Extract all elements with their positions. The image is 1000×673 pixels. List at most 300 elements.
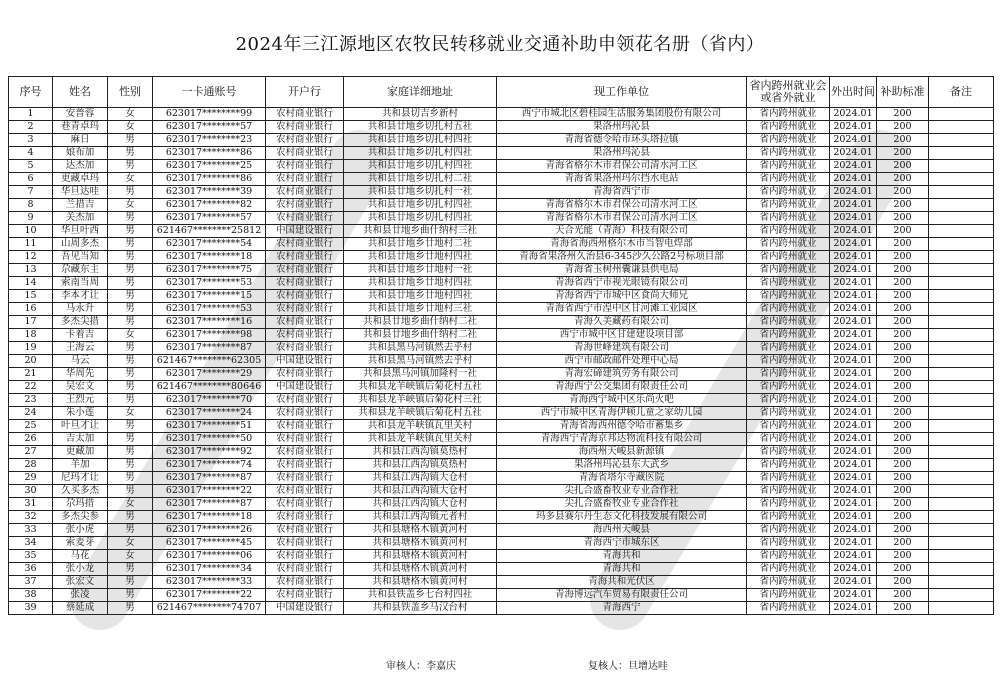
table-row — [9, 368, 994, 381]
cell-bank: 农村商业银行 — [266, 173, 344, 186]
cell-seq: 20 — [9, 355, 53, 368]
cell-subsidy: 200 — [877, 394, 929, 407]
cell-remarks — [929, 394, 994, 407]
cell-departure-time: 2024.01 — [830, 537, 877, 550]
cell-departure-time: 2024.01 — [830, 147, 877, 160]
cell-employment-type: 省内跨州就业 — [747, 485, 830, 498]
cell-address: 共和县廿地乡切扎村四社 — [344, 199, 497, 212]
cell-name: 王海云 — [53, 342, 108, 355]
cell-employment-type: 省内跨州就业 — [747, 121, 830, 134]
cell-gender: 女 — [108, 199, 153, 212]
table-row — [9, 329, 994, 342]
cell-subsidy: 200 — [877, 537, 929, 550]
cell-address: 共和县铁盖乡七台村四社 — [344, 589, 497, 602]
cell-remarks — [929, 537, 994, 550]
cell-employment-type: 省内跨州就业 — [747, 251, 830, 264]
cell-departure-time: 2024.01 — [830, 511, 877, 524]
cell-subsidy: 200 — [877, 524, 929, 537]
cell-seq: 1 — [9, 108, 53, 121]
header-account: 一卡通账号 — [153, 77, 266, 108]
cell-seq: 18 — [9, 329, 53, 342]
cell-remarks — [929, 212, 994, 225]
cell-workplace: 果洛州玛沁县东大武乡 — [497, 459, 747, 472]
table-row — [9, 121, 994, 134]
cell-employment-type: 省内跨州就业 — [747, 511, 830, 524]
cell-address: 共和县塘格木镇黄河村 — [344, 524, 497, 537]
cell-name: 叶旦才让 — [53, 420, 108, 433]
cell-gender: 男 — [108, 446, 153, 459]
cell-employment-type: 省内跨州就业 — [747, 238, 830, 251]
cell-workplace: 尖扎合盛畜牧业专业合作社 — [497, 498, 747, 511]
cell-gender: 男 — [108, 277, 153, 290]
cell-bank: 农村商业银行 — [266, 498, 344, 511]
table-row — [9, 186, 994, 199]
cell-seq: 10 — [9, 225, 53, 238]
cell-employment-type: 省内跨州就业 — [747, 524, 830, 537]
cell-account: 623017********86 — [153, 173, 266, 186]
cell-account: 623017********87 — [153, 472, 266, 485]
cell-bank: 农村商业银行 — [266, 407, 344, 420]
cell-bank: 农村商业银行 — [266, 186, 344, 199]
cell-address: 共和县廿地乡切扎村五社 — [344, 121, 497, 134]
cell-bank: 中国建设银行 — [266, 225, 344, 238]
cell-subsidy: 200 — [877, 329, 929, 342]
cell-name: 李本才让 — [53, 290, 108, 303]
cell-gender: 男 — [108, 316, 153, 329]
cell-seq: 35 — [9, 550, 53, 563]
cell-subsidy: 200 — [877, 472, 929, 485]
cell-workplace: 青海西宁城中区乐尚火吧 — [497, 394, 747, 407]
header-workplace: 现工作单位 — [497, 77, 747, 108]
cell-subsidy: 200 — [877, 576, 929, 589]
cell-subsidy: 200 — [877, 485, 929, 498]
cell-workplace: 青海省海西州德令哈市蓄集乡 — [497, 420, 747, 433]
cell-subsidy: 200 — [877, 355, 929, 368]
cell-address: 共和县龙羊峡镇瓦里关村 — [344, 420, 497, 433]
cell-workplace: 青海省西宁市城中区食尚大师兄 — [497, 290, 747, 303]
header-gender: 性别 — [108, 77, 153, 108]
cell-employment-type: 省内跨州就业 — [747, 173, 830, 186]
table-row — [9, 277, 994, 290]
cell-seq: 24 — [9, 407, 53, 420]
cell-address: 共和县江西沟镇元者村 — [344, 511, 497, 524]
cell-employment-type: 省内跨州就业 — [747, 225, 830, 238]
cell-remarks — [929, 589, 994, 602]
cell-subsidy: 200 — [877, 420, 929, 433]
cell-gender: 男 — [108, 485, 153, 498]
cell-name: 吉太加 — [53, 433, 108, 446]
cell-address: 共和县塘格木镇黄河村 — [344, 537, 497, 550]
cell-seq: 23 — [9, 394, 53, 407]
cell-departure-time: 2024.01 — [830, 225, 877, 238]
cell-account: 623017********50 — [153, 433, 266, 446]
table-row — [9, 264, 994, 277]
cell-departure-time: 2024.01 — [830, 550, 877, 563]
cell-name: 更藏加 — [53, 446, 108, 459]
cell-employment-type: 省内跨州就业 — [747, 199, 830, 212]
table-row — [9, 537, 994, 550]
table-row — [9, 238, 994, 251]
cell-address: 共和县塘格木镇黄河村 — [344, 563, 497, 576]
cell-workplace: 果洛州玛沁县 — [497, 147, 747, 160]
table-row — [9, 563, 994, 576]
cell-account: 621467********74707 — [153, 602, 266, 615]
cell-employment-type: 省内跨州就业 — [747, 264, 830, 277]
cell-name: 兰措吉 — [53, 199, 108, 212]
cell-address: 共和县龙羊峡镇后菊花村五社 — [344, 407, 497, 420]
header-address: 家庭详细地址 — [344, 77, 497, 108]
cell-gender: 男 — [108, 160, 153, 173]
cell-gender: 男 — [108, 563, 153, 576]
cell-gender: 男 — [108, 225, 153, 238]
cell-gender: 男 — [108, 264, 153, 277]
cell-account: 623017********06 — [153, 550, 266, 563]
cell-workplace: 青海久美藏药有限公司 — [497, 316, 747, 329]
cell-gender: 女 — [108, 407, 153, 420]
cell-bank: 农村商业银行 — [266, 238, 344, 251]
cell-name: 张宏文 — [53, 576, 108, 589]
table-row — [9, 355, 994, 368]
cell-workplace: 西宁市邮政邮件处理中心局 — [497, 355, 747, 368]
header-departure-time: 外出时间 — [830, 77, 877, 108]
cell-name: 吾见当知 — [53, 251, 108, 264]
cell-workplace: 青海省西宁市湟中区甘河滩工业园区 — [497, 303, 747, 316]
cell-workplace: 青海省西宁市视光眼镜有限公司 — [497, 277, 747, 290]
cell-account: 623017********98 — [153, 329, 266, 342]
cell-bank: 农村商业银行 — [266, 277, 344, 290]
cell-account: 623017********34 — [153, 563, 266, 576]
cell-departure-time: 2024.01 — [830, 602, 877, 615]
cell-gender: 女 — [108, 550, 153, 563]
cell-account: 623017********51 — [153, 420, 266, 433]
cell-remarks — [929, 433, 994, 446]
cell-employment-type: 省内跨州就业 — [747, 160, 830, 173]
cell-bank: 农村商业银行 — [266, 459, 344, 472]
cell-seq: 3 — [9, 134, 53, 147]
cell-subsidy: 200 — [877, 186, 929, 199]
table-row — [9, 251, 994, 264]
cell-gender: 女 — [108, 329, 153, 342]
cell-seq: 9 — [9, 212, 53, 225]
roster-table — [8, 76, 994, 615]
cell-workplace: 青海世峰建筑有限公司 — [497, 342, 747, 355]
cell-address: 共和县黑马河镇加隆村一社 — [344, 368, 497, 381]
cell-account: 623017********39 — [153, 186, 266, 199]
cell-bank: 农村商业银行 — [266, 264, 344, 277]
cell-address: 共和县廿地乡廿地村三社 — [344, 303, 497, 316]
cell-gender: 男 — [108, 238, 153, 251]
table-row — [9, 303, 994, 316]
cell-seq: 14 — [9, 277, 53, 290]
cell-gender: 男 — [108, 381, 153, 394]
cell-name: 华旦达哇 — [53, 186, 108, 199]
cell-departure-time: 2024.01 — [830, 355, 877, 368]
cell-workplace: 果洛州玛沁县 — [497, 121, 747, 134]
cell-bank: 中国建设银行 — [266, 355, 344, 368]
cell-name: 索南当周 — [53, 277, 108, 290]
cell-departure-time: 2024.01 — [830, 108, 877, 121]
cell-gender: 男 — [108, 589, 153, 602]
cell-workplace: 青海宏碲建筑劳务有限公司 — [497, 368, 747, 381]
cell-employment-type: 省内跨州就业 — [747, 537, 830, 550]
cell-account: 623017********92 — [153, 446, 266, 459]
cell-bank: 农村商业银行 — [266, 134, 344, 147]
cell-workplace: 海西州天峻县 — [497, 524, 747, 537]
table-row — [9, 524, 994, 537]
cell-remarks — [929, 342, 994, 355]
cell-account: 623017********26 — [153, 524, 266, 537]
cell-employment-type: 省内跨州就业 — [747, 212, 830, 225]
header-subsidy: 补助标准 — [877, 77, 929, 108]
roster-body — [9, 108, 994, 615]
cell-subsidy: 200 — [877, 173, 929, 186]
table-row — [9, 394, 994, 407]
cell-bank: 农村商业银行 — [266, 329, 344, 342]
cell-employment-type: 省内跨州就业 — [747, 446, 830, 459]
cell-subsidy: 200 — [877, 550, 929, 563]
cell-address: 共和县龙羊峡镇后菊花村五社 — [344, 381, 497, 394]
cell-name: 达杰加 — [53, 160, 108, 173]
cell-subsidy: 200 — [877, 316, 929, 329]
cell-gender: 男 — [108, 251, 153, 264]
cell-remarks — [929, 472, 994, 485]
cell-account: 623017********99 — [153, 108, 266, 121]
cell-subsidy: 200 — [877, 251, 929, 264]
table-row — [9, 407, 994, 420]
cell-departure-time: 2024.01 — [830, 420, 877, 433]
cell-account: 623017********87 — [153, 498, 266, 511]
cell-name: 华周先 — [53, 368, 108, 381]
table-row — [9, 199, 994, 212]
cell-departure-time: 2024.01 — [830, 394, 877, 407]
cell-bank: 农村商业银行 — [266, 368, 344, 381]
cell-name: 朱小莲 — [53, 407, 108, 420]
cell-account: 623017********23 — [153, 134, 266, 147]
cell-employment-type: 省内跨州就业 — [747, 108, 830, 121]
cell-gender: 男 — [108, 472, 153, 485]
cell-workplace: 青海省德令哈市环头塔拉镇 — [497, 134, 747, 147]
cell-departure-time: 2024.01 — [830, 238, 877, 251]
cell-subsidy: 200 — [877, 264, 929, 277]
cell-address: 共和县龙羊峡镇瓦里关村 — [344, 433, 497, 446]
cell-workplace: 西宁市城中区青海伊顿儿童之家幼儿园 — [497, 407, 747, 420]
cell-gender: 男 — [108, 394, 153, 407]
cell-employment-type: 省内跨州就业 — [747, 433, 830, 446]
cell-bank: 农村商业银行 — [266, 290, 344, 303]
cell-name: 张小龙 — [53, 563, 108, 576]
page-title: 2024年三江源地区农牧民转移就业交通补助申领花名册（省内） — [235, 34, 765, 55]
cell-bank: 农村商业银行 — [266, 251, 344, 264]
cell-departure-time: 2024.01 — [830, 134, 877, 147]
cell-subsidy: 200 — [877, 459, 929, 472]
cell-name: 张凌 — [53, 589, 108, 602]
cell-workplace: 青海省塔尔寺藏医院 — [497, 472, 747, 485]
cell-workplace: 青海西宁青海京邦达物流科技有限公司 — [497, 433, 747, 446]
cell-name: 多杰尖参 — [53, 511, 108, 524]
cell-employment-type: 省内跨州就业 — [747, 589, 830, 602]
table-row — [9, 589, 994, 602]
cell-remarks — [929, 251, 994, 264]
header-remarks: 备注 — [929, 77, 994, 108]
cell-employment-type: 省内跨州就业 — [747, 277, 830, 290]
cell-workplace: 青海省果洛州玛尔挡水电站 — [497, 173, 747, 186]
cell-remarks — [929, 498, 994, 511]
cell-name: 华旦叶西 — [53, 225, 108, 238]
cell-bank: 农村商业银行 — [266, 446, 344, 459]
cell-departure-time: 2024.01 — [830, 186, 877, 199]
cell-remarks — [929, 576, 994, 589]
cell-departure-time: 2024.01 — [830, 303, 877, 316]
cell-seq: 28 — [9, 459, 53, 472]
cell-subsidy: 200 — [877, 433, 929, 446]
cell-address: 共和县廿地乡切扎村四社 — [344, 147, 497, 160]
cell-gender: 女 — [108, 173, 153, 186]
cell-seq: 22 — [9, 381, 53, 394]
cell-bank: 农村商业银行 — [266, 160, 344, 173]
cell-employment-type: 省内跨州就业 — [747, 576, 830, 589]
cell-departure-time: 2024.01 — [830, 446, 877, 459]
cell-employment-type: 省内跨州就业 — [747, 329, 830, 342]
table-row — [9, 342, 994, 355]
cell-seq: 2 — [9, 121, 53, 134]
cell-name: 山周多杰 — [53, 238, 108, 251]
cell-departure-time: 2024.01 — [830, 498, 877, 511]
cell-seq: 32 — [9, 511, 53, 524]
table-row — [9, 212, 994, 225]
cell-departure-time: 2024.01 — [830, 459, 877, 472]
cell-account: 623017********24 — [153, 407, 266, 420]
cell-name: 卡着吉 — [53, 329, 108, 342]
cell-subsidy: 200 — [877, 277, 929, 290]
table-row — [9, 108, 994, 121]
cell-remarks — [929, 173, 994, 186]
cell-remarks — [929, 303, 994, 316]
cell-remarks — [929, 160, 994, 173]
cell-subsidy: 200 — [877, 602, 929, 615]
cell-name: 马云 — [53, 355, 108, 368]
cell-subsidy: 200 — [877, 147, 929, 160]
cell-address: 共和县廿地乡廿地村四社 — [344, 251, 497, 264]
cell-remarks — [929, 355, 994, 368]
cell-gender: 男 — [108, 420, 153, 433]
header-row — [9, 77, 994, 108]
cell-bank: 农村商业银行 — [266, 420, 344, 433]
cell-address: 共和县切吉乡新村 — [344, 108, 497, 121]
cell-seq: 8 — [9, 199, 53, 212]
cell-bank: 农村商业银行 — [266, 433, 344, 446]
cell-gender: 男 — [108, 511, 153, 524]
cell-departure-time: 2024.01 — [830, 316, 877, 329]
cell-seq: 21 — [9, 368, 53, 381]
cell-seq: 38 — [9, 589, 53, 602]
cell-address: 共和县江西沟镇大仓村 — [344, 472, 497, 485]
cell-workplace: 青海博远汽车贸易有限责任公司 — [497, 589, 747, 602]
cell-departure-time: 2024.01 — [830, 251, 877, 264]
cell-bank: 农村商业银行 — [266, 472, 344, 485]
cell-subsidy: 200 — [877, 290, 929, 303]
cell-address: 共和县廿地乡切扎村四社 — [344, 212, 497, 225]
cell-departure-time: 2024.01 — [830, 407, 877, 420]
cell-address: 共和县塘格木镇黄河村 — [344, 576, 497, 589]
cell-remarks — [929, 420, 994, 433]
cell-workplace: 青海省玉树州囊谦县供电局 — [497, 264, 747, 277]
cell-subsidy: 200 — [877, 563, 929, 576]
cell-bank: 农村商业银行 — [266, 121, 344, 134]
cell-account: 623017********57 — [153, 212, 266, 225]
cell-bank: 农村商业银行 — [266, 303, 344, 316]
cell-gender: 男 — [108, 459, 153, 472]
cell-departure-time: 2024.01 — [830, 576, 877, 589]
cell-address: 共和县廿地乡廿地村二社 — [344, 238, 497, 251]
cell-remarks — [929, 511, 994, 524]
cell-bank: 中国建设银行 — [266, 381, 344, 394]
cell-subsidy: 200 — [877, 238, 929, 251]
cell-workplace: 青海省西宁市 — [497, 186, 747, 199]
cell-departure-time: 2024.01 — [830, 173, 877, 186]
cell-bank: 农村商业银行 — [266, 342, 344, 355]
reviewer-label: 审核人：李嘉庆 — [386, 661, 456, 672]
cell-workplace: 青海省海西州格尔木市当智电焊部 — [497, 238, 747, 251]
cell-name: 巷青卓玛 — [53, 121, 108, 134]
cell-account: 623017********53 — [153, 303, 266, 316]
cell-account: 623017********87 — [153, 342, 266, 355]
cell-name: 安普蓉 — [53, 108, 108, 121]
cell-gender: 男 — [108, 576, 153, 589]
cell-account: 623017********45 — [153, 537, 266, 550]
cell-remarks — [929, 290, 994, 303]
cell-address: 共和县江西沟镇莫热村 — [344, 459, 497, 472]
cell-remarks — [929, 147, 994, 160]
header-seq: 序号 — [9, 77, 53, 108]
cell-address: 共和县廿地乡曲什纳村二社 — [344, 329, 497, 342]
cell-name: 索麦芽 — [53, 537, 108, 550]
cell-address: 共和县江西沟镇大仓村 — [344, 485, 497, 498]
cell-address: 共和县塘格木镇黄河村 — [344, 550, 497, 563]
cell-bank: 农村商业银行 — [266, 563, 344, 576]
cell-subsidy: 200 — [877, 342, 929, 355]
cell-address: 共和县廿地乡切扎村一社 — [344, 186, 497, 199]
cell-departure-time: 2024.01 — [830, 121, 877, 134]
cell-subsidy: 200 — [877, 446, 929, 459]
table-row — [9, 381, 994, 394]
cell-workplace: 青海西宁公交集团有限责任公司 — [497, 381, 747, 394]
cell-seq: 5 — [9, 160, 53, 173]
footer — [8, 657, 993, 670]
cell-account: 621467********62305 — [153, 355, 266, 368]
cell-employment-type: 省内跨州就业 — [747, 472, 830, 485]
table-row — [9, 459, 994, 472]
cell-subsidy: 200 — [877, 511, 929, 524]
cell-subsidy: 200 — [877, 160, 929, 173]
cell-name: 关杰加 — [53, 212, 108, 225]
header-bank: 开户行 — [266, 77, 344, 108]
cell-bank: 农村商业银行 — [266, 212, 344, 225]
cell-name: 尕玛措 — [53, 498, 108, 511]
table-row — [9, 602, 994, 615]
cell-departure-time: 2024.01 — [830, 381, 877, 394]
cell-seq: 31 — [9, 498, 53, 511]
cell-account: 623017********53 — [153, 277, 266, 290]
cell-address: 共和县廿地乡切扎村二社 — [344, 173, 497, 186]
cell-name: 尼玛才让 — [53, 472, 108, 485]
table-row — [9, 511, 994, 524]
cell-account: 623017********22 — [153, 485, 266, 498]
cell-name: 娘布加 — [53, 147, 108, 160]
cell-subsidy: 200 — [877, 121, 929, 134]
cell-departure-time: 2024.01 — [830, 160, 877, 173]
cell-account: 623017********33 — [153, 576, 266, 589]
cell-remarks — [929, 264, 994, 277]
